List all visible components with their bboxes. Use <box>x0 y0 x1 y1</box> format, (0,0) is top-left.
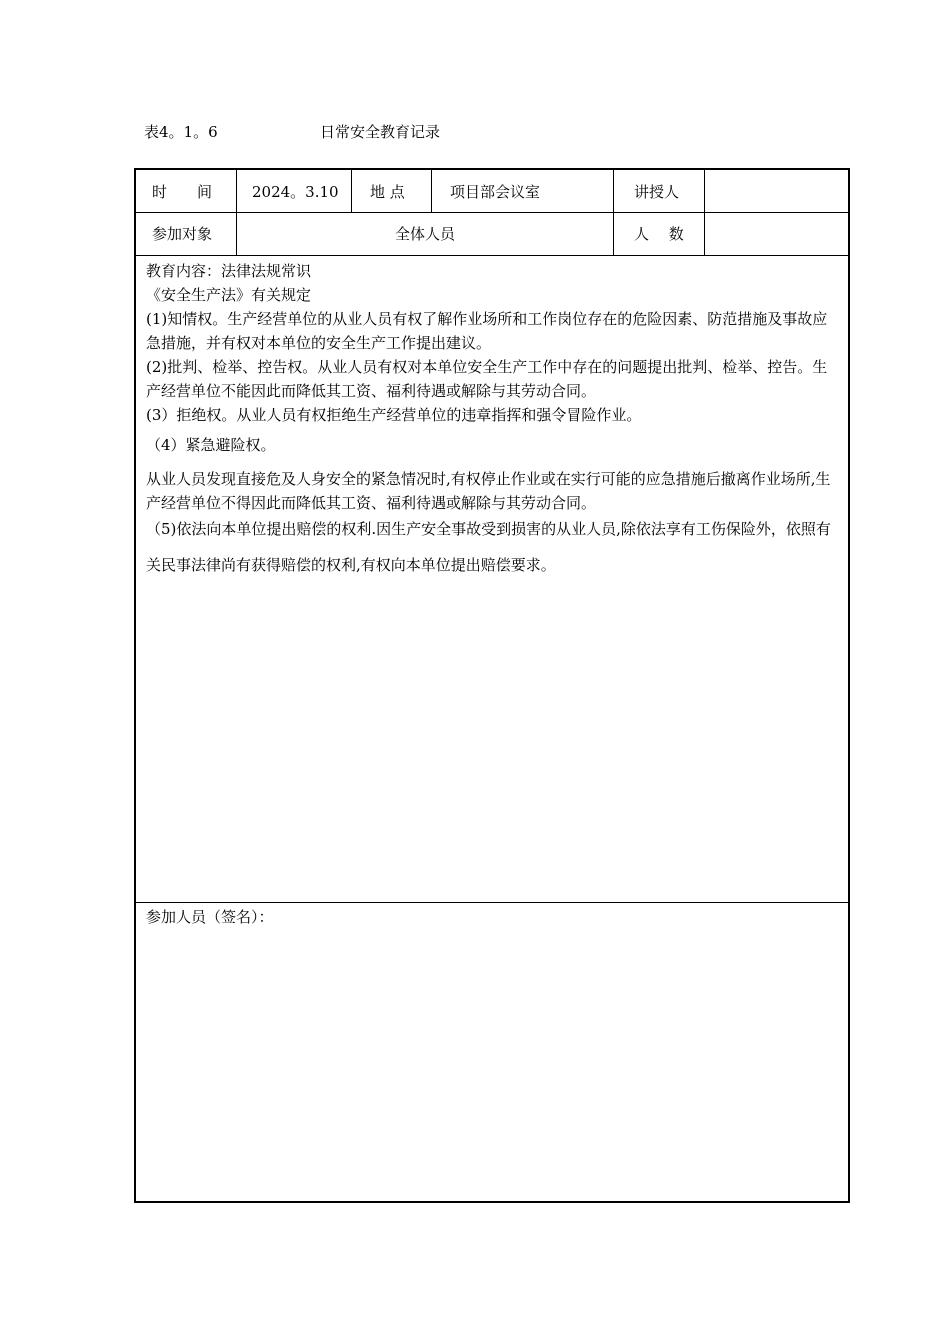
content-line: （5)依法向本单位提出赔偿的权利.因生产安全事故受到损害的从业人员,除依法享有工伤保险外，依照有关民事法律尚有获得赔偿的权利,有权向本单位提出赔偿要求。 <box>146 520 831 574</box>
record-table <box>134 168 850 1203</box>
lecturer-label: 讲授人 <box>614 170 705 212</box>
count-label: 人 数 <box>614 212 705 255</box>
time-value: 2024。3.10 <box>237 170 352 212</box>
content-line: 《安全生产法》有关规定 <box>146 286 312 304</box>
place-label: 地 点 <box>352 170 432 212</box>
content-line: (1)知情权。生产经营单位的从业人员有权了解作业场所和工作岗位存在的危险因素、防范措施及事故应急措施，并有权对本单位的安全生产工作提出建议。 <box>146 310 828 352</box>
content-line: 从业人员发现直接危及人身安全的紧急情况时,有权停止作业或在实行可能的应急措施后撤离作业场所,生产经营单位不得因此而降低其工资、福利待遇或解除与其劳动合同。 <box>146 470 831 512</box>
signature-section <box>136 903 848 1201</box>
table-title: 日常安全教育记录 <box>320 123 441 141</box>
place-value: 项目部会议室 <box>432 170 614 212</box>
audience-label: 参加对象 <box>136 212 237 255</box>
signature-label: 参加人员（签名）： <box>146 908 274 926</box>
audience-value: 全体人员 <box>237 212 614 255</box>
content-line: 教育内容：法律法规常识 <box>146 262 312 280</box>
header-row-1 <box>136 170 848 213</box>
education-content <box>136 255 848 903</box>
table-caption <box>144 121 440 142</box>
header-row-2 <box>136 212 848 256</box>
count-value <box>705 212 848 255</box>
content-line: (2)批判、检举、控告权。从业人员有权对本单位安全生产工作中存在的问题提出批判、检举、控告。生产经营单位不能因此而降低其工资、福利待遇或解除与其劳动合同。 <box>146 358 828 400</box>
content-line: (3）拒绝权。从业人员有权拒绝生产经营单位的违章指挥和强令冒险作业。 <box>146 406 642 424</box>
content-line: （4）紧急避险权。 <box>146 436 276 454</box>
table-number: 表4。1。6 <box>144 123 218 141</box>
time-label: 时 间 <box>136 170 237 212</box>
lecturer-value <box>705 170 848 212</box>
